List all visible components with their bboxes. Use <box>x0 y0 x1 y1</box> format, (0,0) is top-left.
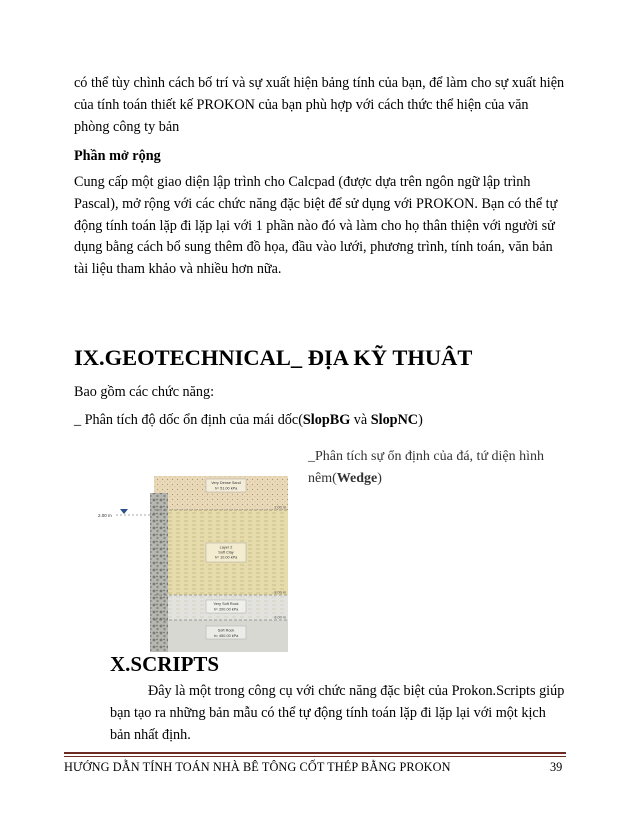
layer-1-name: Very Dense Sand <box>211 481 241 485</box>
footer-rule-thin <box>64 756 566 757</box>
water-level-marker <box>98 509 154 518</box>
slope-and: và <box>350 412 371 428</box>
body-paragraph-extension: Cung cấp một giao diện lập trình cho Calcpad (được dựa trên ngôn ngữ lập trình Pascal), mở rộng với các chức năng đặc biệt để sử dụng với PROKON. Bạn có thể tự động tính toán lặp đi lặp lại với 1 phần nào đó và làm cho họ thân thiện với người sử dụng bằng cách bổ sung thêm đồ họa, đầu vào lưới, phương trình, tính toán, văn bản tài liệu tham khảo và nhiều hơn nữa. <box>74 174 558 278</box>
layer-1-depth: 2.00 m <box>274 505 286 510</box>
slope-stability-item <box>74 410 566 432</box>
wedge-stability-item <box>308 446 568 490</box>
layer-3-name: Very Soft Rock <box>213 602 239 606</box>
wedge-label: Wedge <box>336 470 378 486</box>
slopbg-label: SlopBG <box>302 412 351 428</box>
water-level-icon <box>120 509 128 514</box>
layer-label-2 <box>206 543 246 562</box>
slope-suffix: ) <box>418 412 423 428</box>
section-title-geotechnical: IX.GEOTECHNICAL_ ĐỊA KỸ THUÂT <box>74 345 473 370</box>
retaining-wall <box>150 493 168 652</box>
scripts-paragraph: Đây là một trong công cụ với chức năng đặc biệt của Prokon.Scripts giúp bạn tạo ra những bản mẫu có thể tự động tính toán lặp đi lặp lại với một kịch bản nhất định. <box>110 683 565 743</box>
page-number: 39 <box>550 760 563 774</box>
slopnc-label: SlopNC <box>370 412 419 428</box>
layer-1-value: h= 51.00 kPa <box>214 486 238 491</box>
extension-heading: Phần mở rộng <box>74 148 161 164</box>
wedge-prefix: _Phân tích sự ổn định của đá, tứ diện hình nêm( <box>308 449 545 486</box>
layer-2-sub: Soft Clay <box>218 550 234 555</box>
water-level-label: 2.00 m <box>98 513 112 518</box>
layer-3-value: h= 200.00 kPa <box>213 607 239 612</box>
footer-title: HƯỚNG DẪN TÍNH TOÁN NHÀ BÊ TÔNG CỐT THÉP BẰNG PROKON <box>64 760 451 774</box>
layer-2-value: h= 10.00 kPa <box>214 555 238 560</box>
slope-prefix: _ Phân tích độ dốc ổn định của mái dốc( <box>74 412 303 428</box>
wedge-suffix: ) <box>377 470 382 486</box>
includes-label: Bao gồm các chức năng: <box>74 384 215 400</box>
layer-4-depth: 8.00 m <box>274 615 286 620</box>
section-title-scripts: X.SCRIPTS <box>110 652 220 676</box>
layer-4-value: h= 450.00 kPa <box>213 634 239 638</box>
layer-2-name: Layer 2 <box>219 545 233 550</box>
soil-profile-figure <box>96 463 290 654</box>
body-paragraph-layout: có thể tùy chình cách bố trí và sự xuất hiện bảng tính của bạn, để làm cho sự xuất hiện của tính toán thiết kế PROKON của bạn phù hợp với cách thức thể hiện của văn phòng công ty bản <box>74 75 565 135</box>
layer-4-name: Soft Rock <box>217 628 235 633</box>
footer-rule <box>64 752 566 754</box>
layer-3-depth: 8.00 m <box>274 590 286 595</box>
